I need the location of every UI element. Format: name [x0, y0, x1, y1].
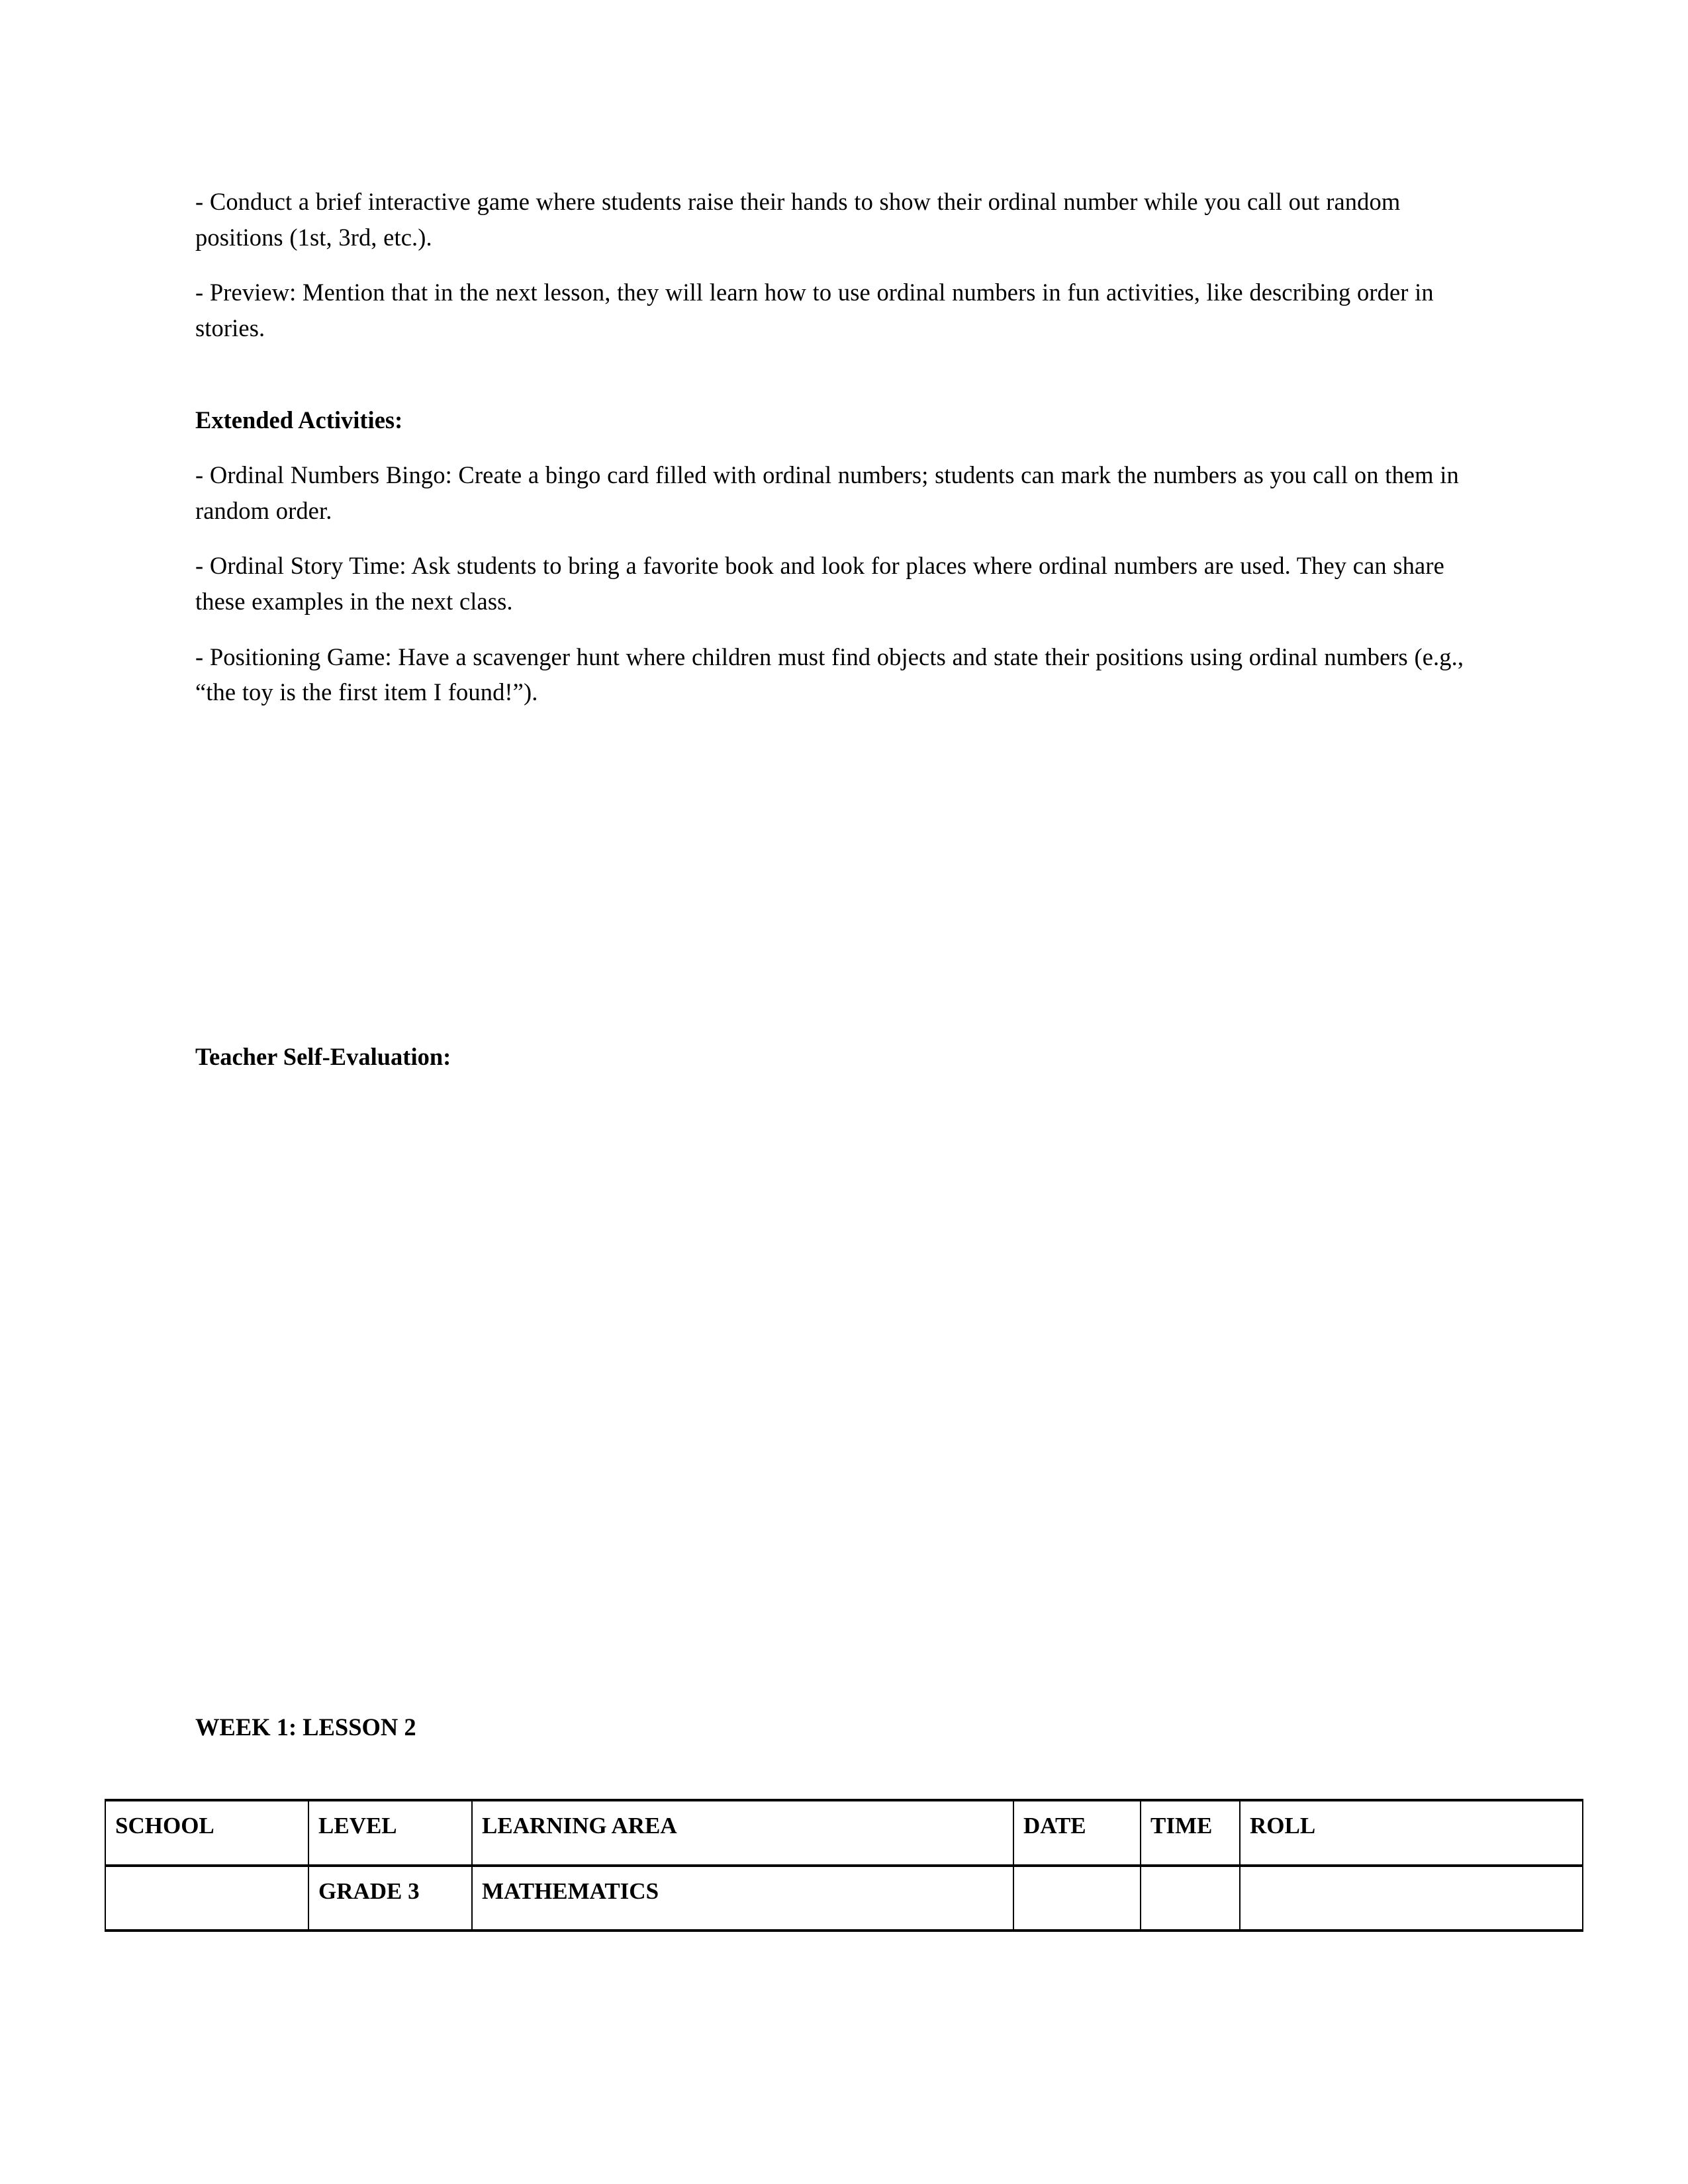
table-header-row [105, 1800, 1583, 1866]
paragraph-ordinal-story-time: - Ordinal Story Time: Ask students to bring a favorite book and look for places where ordinal numbers are used. They can share these examples in the next class. [195, 552, 1444, 615]
table-cell-roll[interactable] [1240, 1866, 1583, 1931]
paragraph-conduct-game: - Conduct a brief interactive game where students raise their hands to show their ordinal number while you call out random positions (1st, 3rd, etc.). [195, 188, 1401, 251]
paragraph-positioning-game: - Positioning Game: Have a scavenger hunt where children must find objects and state their positions using ordinal numbers (e.g., “the toy is the first item I found!”). [195, 643, 1464, 706]
heading-teacher-self-evaluation: Teacher Self-Evaluation: [195, 1043, 451, 1070]
paragraph-ordinal-numbers-bingo: - Ordinal Numbers Bingo: Create a bingo card filled with ordinal numbers; students can mark the numbers as you call on them in random order. [195, 461, 1459, 524]
table-header-learning-area: LEARNING AREA [472, 1800, 1013, 1866]
table-header-time: TIME [1141, 1800, 1240, 1866]
table-row [105, 1866, 1583, 1931]
table-cell-level[interactable]: GRADE 3 [308, 1866, 472, 1931]
lesson-info-table [105, 1799, 1583, 1932]
heading-extended-activities: Extended Activities: [195, 406, 403, 433]
table-header-level: LEVEL [308, 1800, 472, 1866]
document-body [195, 184, 1483, 730]
table-header-roll: ROLL [1240, 1800, 1583, 1866]
table-cell-time[interactable] [1141, 1866, 1240, 1931]
table-header-date: DATE [1013, 1800, 1141, 1866]
table-header-school: SCHOOL [105, 1800, 308, 1866]
section-spacer [195, 366, 1483, 402]
table-cell-learning-area[interactable]: MATHEMATICS [472, 1866, 1013, 1931]
lesson-table-container [105, 1799, 1582, 1932]
table-cell-school[interactable] [105, 1866, 308, 1931]
table-cell-date[interactable] [1013, 1866, 1141, 1931]
paragraph-preview: - Preview: Mention that in the next lesson, they will learn how to use ordinal numbers in fun activities, like describing order in stories. [195, 279, 1434, 341]
heading-week-lesson: WEEK 1: LESSON 2 [195, 1713, 416, 1741]
